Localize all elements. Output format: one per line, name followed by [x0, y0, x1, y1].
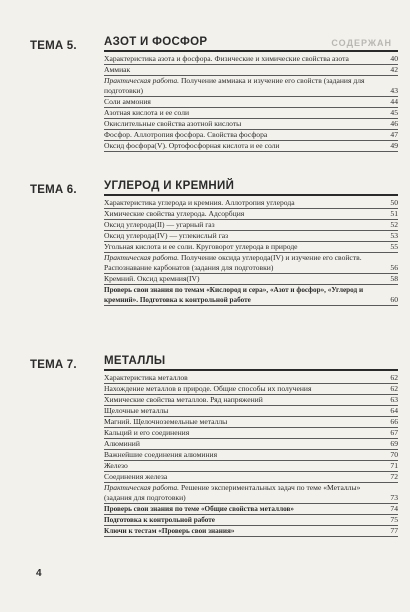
topic-header — [30, 36, 208, 54]
toc-entry[interactable]: Оксид углерода(II) — угарный газ 52 — [104, 220, 398, 229]
entry-page: 45 — [390, 108, 398, 117]
entry-page: 56 — [390, 263, 398, 272]
entry-page: 70 — [390, 450, 398, 459]
toc-entry[interactable]: Окислительные свойства азотной кислоты 46 — [104, 119, 398, 128]
toc-entry[interactable]: Кальций и его соединения 67 — [104, 428, 398, 437]
entry-page: 58 — [390, 274, 398, 283]
toc-entry[interactable]: Аммиак 42 — [104, 65, 398, 74]
topic-title: МЕТАЛЛЫ — [104, 355, 166, 367]
topic-number: ТЕМА 6. — [30, 184, 77, 196]
topic-number: ТЕМА 7. — [30, 359, 77, 371]
entry-page: 74 — [390, 504, 398, 513]
entry-page: 62 — [390, 373, 398, 382]
toc-entry[interactable]: Проверь свои знания по теме «Общие свойства металлов» 74 — [104, 504, 398, 513]
toc-entry[interactable]: Характеристика азота и фосфора. Физические и химические свойства азота 40 — [104, 54, 398, 63]
entry-page: 47 — [390, 130, 398, 139]
toc-entry[interactable]: Важнейшие соединения алюминия 70 — [104, 450, 398, 459]
toc-entry[interactable]: Азотная кислота и ее соли 45 — [104, 108, 398, 117]
entry-page: 52 — [390, 220, 398, 229]
toc-entry[interactable]: Практическая работа. Получение аммиака и изучение его свойств (задания для подготовки) 43 — [104, 76, 398, 95]
toc-entry[interactable]: Железо 71 — [104, 461, 398, 470]
entry-page: 64 — [390, 406, 398, 415]
entry-page: 42 — [390, 65, 398, 74]
toc-entry[interactable]: Магний. Щелочноземельные металлы 66 — [104, 417, 398, 426]
toc-entry[interactable]: Соединения железа 72 — [104, 472, 398, 481]
ghost-heading: СОДЕРЖАН — [331, 38, 392, 48]
entry-page: 73 — [390, 493, 398, 502]
topic-rule — [104, 369, 398, 371]
entry-page: 62 — [390, 384, 398, 393]
entry-page: 66 — [390, 417, 398, 426]
entry-page: 60 — [390, 295, 398, 304]
entry-page: 69 — [390, 439, 398, 448]
entry-page: 40 — [390, 54, 398, 63]
topic-rule — [104, 50, 398, 52]
toc-entry[interactable]: Проверь свои знания по темам «Кислород и сера», «Азот и фосфор», «Углерод и кремний». Подготовка к контрольной работе 60 — [104, 286, 398, 304]
toc-entry[interactable]: Щелочные металлы 64 — [104, 406, 398, 415]
entry-page: 46 — [390, 119, 398, 128]
entry-page: 67 — [390, 428, 398, 437]
toc-entry[interactable]: Угольная кислота и ее соли. Круговорот углерода в природе 55 — [104, 242, 398, 251]
page-number: 4 — [36, 568, 42, 579]
toc-entry[interactable]: Соли аммония 44 — [104, 97, 398, 106]
toc-entry[interactable]: Оксид углерода(IV) — углекислый газ 53 — [104, 231, 398, 240]
entry-page: 50 — [390, 198, 398, 207]
entry-page: 51 — [390, 209, 398, 218]
entry-page: 44 — [390, 97, 398, 106]
topic-title: АЗОТ И ФОСФОР — [104, 36, 208, 48]
toc-entry[interactable]: Практическая работа. Решение экспериментальных задач по теме «Металлы» (задания для подготовки) 73 — [104, 483, 398, 502]
entry-page: 77 — [390, 526, 398, 535]
toc-entry[interactable]: Практическая работа. Получение оксида углерода(IV) и изучение его свойств. Распознавание карбонатов (задания для подготовки) 56 — [104, 253, 398, 272]
topic-header — [30, 180, 235, 198]
entry-page: 53 — [390, 231, 398, 240]
entry-page: 63 — [390, 395, 398, 404]
toc-entry[interactable]: Характеристика металлов 62 — [104, 373, 398, 382]
toc-entry[interactable]: Оксид фосфора(V). Ортофосфорная кислота и ее соли 49 — [104, 141, 398, 150]
toc-entry[interactable]: Нахождение металлов в природе. Общие способы их получения 62 — [104, 384, 398, 393]
topic-rule — [104, 194, 398, 196]
entry-page: 71 — [390, 461, 398, 470]
entry-page: 49 — [390, 141, 398, 150]
entry-page: 72 — [390, 472, 398, 481]
toc-entry[interactable]: Характеристика углерода и кремния. Аллотропия углерода 50 — [104, 198, 398, 207]
topic-entries — [104, 373, 398, 537]
topic-title: УГЛЕРОД И КРЕМНИЙ — [104, 180, 235, 192]
toc-entry[interactable]: Фосфор. Аллотропия фосфора. Свойства фосфора 47 — [104, 130, 398, 139]
toc-entry[interactable]: Ключи к тестам «Проверь свои знания» 77 — [104, 526, 398, 535]
entry-page: 43 — [390, 86, 398, 95]
toc-entry[interactable]: Подготовка к контрольной работе 75 — [104, 515, 398, 524]
topic-entries — [104, 54, 398, 152]
entry-page: 75 — [390, 515, 398, 524]
toc-entry[interactable]: Химические свойства углерода. Адсорбция 51 — [104, 209, 398, 218]
topic-number: ТЕМА 5. — [30, 40, 77, 52]
topic-entries — [104, 198, 398, 306]
toc-entry[interactable]: Алюминий 69 — [104, 439, 398, 448]
toc-entry[interactable]: Химические свойства металлов. Ряд напряжений 63 — [104, 395, 398, 404]
toc-entry[interactable]: Кремний. Оксид кремния(IV) 58 — [104, 274, 398, 283]
entry-page: 55 — [390, 242, 398, 251]
topic-header — [30, 355, 166, 373]
